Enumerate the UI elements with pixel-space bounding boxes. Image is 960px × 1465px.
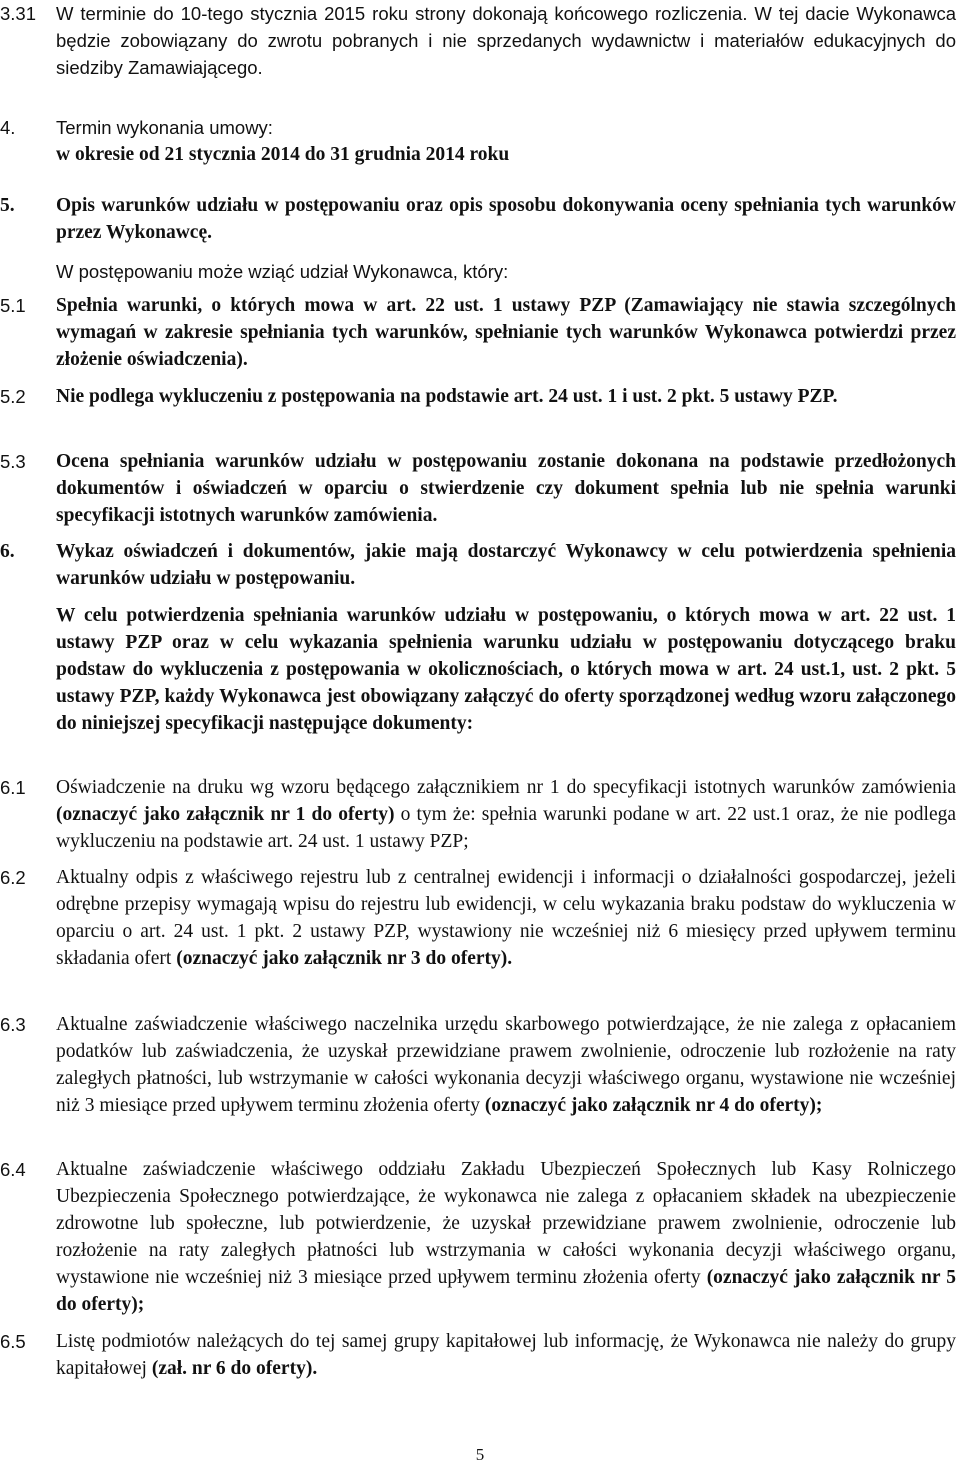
section-text-bold: Ocena spełniania warunków udziału w postępowaniu zostanie dokonana na podstawie przedłożonych dokumentów i oświadczeń w oparciu o stwierdzenie czy dokument spełnia lub nie spełnia warunki specyfikacji istotnych warunków zamówienia. xyxy=(56,451,956,526)
section-title: Termin wykonania umowy: xyxy=(56,117,273,138)
section-text xyxy=(56,1156,956,1318)
section-text: W terminie do 10-tego stycznia 2015 roku strony dokonają końcowego rozliczenia. W tej dacie Wykonawca będzie zobowiązany do zwrotu pobranych i nie sprzedanych wydawnictw i materiałów edukacyjnych do siedziby Zamawiającego. xyxy=(56,3,956,78)
section-number: 6. xyxy=(0,541,15,562)
term-bold: w okresie od 21 stycznia 2014 do 31 grudnia 2014 roku xyxy=(56,144,510,165)
section-5 xyxy=(0,192,960,246)
section-text xyxy=(56,864,956,972)
text-part: o tym że: spełnia warunki podane w art. 22 ust.1 oraz, że nie podlega wykluczeniu na podstawie art. 24 ust. 1 ustawy PZP; xyxy=(56,804,957,852)
section-text-bold: Nie podlega wykluczeniu z postępowania na podstawie art. 24 ust. 1 i ust. 2 pkt. 5 ustawy PZP. xyxy=(56,386,838,407)
section-title-bold: Wykaz oświadczeń i dokumentów, jakie mają dostarczyć Wykonawcy w celu potwierdzenia spełnienia warunków udziału w postępowaniu. xyxy=(56,541,956,589)
section-5-1 xyxy=(0,292,960,373)
section-number: 3.31 xyxy=(0,3,37,24)
section-title-bold: Opis warunków udziału w postępowaniu oraz opis sposobu dokonywania oceny spełniania tych warunków przez Wykonawcę. xyxy=(56,195,956,243)
attachment-note: (oznaczyć jako załącznik nr 1 do oferty) xyxy=(56,804,395,825)
section-4-term xyxy=(0,141,960,168)
section-text xyxy=(56,448,956,529)
attachment-note: (zał. nr 6 do oferty). xyxy=(151,1358,318,1379)
section-text xyxy=(56,141,956,168)
section-5-3 xyxy=(0,448,960,529)
section-title xyxy=(56,538,956,592)
section-number: 6.2 xyxy=(0,867,26,888)
section-text xyxy=(56,774,956,855)
attachment-note: (oznaczyć jako załącznik nr 3 do oferty). xyxy=(176,948,513,969)
section-6-5 xyxy=(0,1328,960,1382)
section-text xyxy=(56,292,956,373)
section-number: 6.3 xyxy=(0,1014,26,1035)
section-text xyxy=(56,1011,956,1119)
attachment-note: (oznaczyć jako załącznik nr 4 do oferty); xyxy=(484,1095,823,1116)
section-6-2 xyxy=(0,864,960,972)
section-number: 6.1 xyxy=(0,777,26,798)
text-part: Aktualne zaświadczenie właściwego naczelnika urzędu skarbowego potwierdzające, że nie zalega z opłacaniem podatków lub zaświadczenia, że uzyskał przewidziane prawem zwolnienie, odroczenie lub rozłożenie na raty zaległych płatności, lub wstrzymanie w całości wykonania decyzji właściwego organu, wystawione nie wcześniej niż 3 miesiące przed upływem terminu złożenia oferty xyxy=(56,1014,956,1116)
section-5-2 xyxy=(0,383,960,410)
section-intro-bold: W celu potwierdzenia spełniania warunków udziału w postępowaniu, o których mowa w art. 22 ust. 1 ustawy PZP oraz w celu wykazania spełnienia warunku udziału w postępowaniu dotyczącego braku podstaw do wykluczenia z postępowania w okolicznościach, o których mowa w art. 24 ust.1, ust. 2 pkt. 5 ustawy PZP, każdy Wykonawca jest obowiązany załączyć do oferty sporządzonej według wzoru załączonego do niniejszej specyfikacji następujące dokumenty: xyxy=(56,605,956,734)
section-number: 4. xyxy=(0,117,16,138)
section-text xyxy=(56,1328,956,1382)
page-number: 5 xyxy=(475,1445,485,1464)
section-number: 5.2 xyxy=(0,386,26,407)
section-number: 5.1 xyxy=(0,295,26,316)
section-6 xyxy=(0,538,960,592)
section-intro: W postępowaniu może wziąć udział Wykonawca, który: xyxy=(56,261,509,282)
section-6-4 xyxy=(0,1156,960,1318)
section-3-31 xyxy=(0,0,960,81)
text-part: Aktualny odpis z właściwego rejestru lub z centralnej ewidencji i informacji o działalności gospodarczej, jeżeli odrębne przepisy wymagają wpisu do rejestru lub ewidencji, w celu wykazania braku podstaw do wykluczenia w oparciu o art. 24 ust. 1 pkt. 2 ustawy PZP, wystawiony nie wcześniej niż 6 miesięcy przed upływem terminu składania ofert xyxy=(56,867,956,969)
section-5-intro xyxy=(0,258,960,285)
section-title xyxy=(56,192,956,246)
section-6-1 xyxy=(0,774,960,855)
text-part: Listę podmiotów należących do tej samej grupy kapitałowej lub informację, że Wykonawca nie należy do grupy kapitałowej xyxy=(56,1331,956,1379)
section-6-3 xyxy=(0,1011,960,1119)
attachment-note: (oznaczyć jako załącznik nr 5 do oferty); xyxy=(56,1267,956,1315)
section-intro xyxy=(56,602,956,737)
section-text xyxy=(56,383,956,410)
section-number: 5.3 xyxy=(0,451,26,472)
section-text-bold: Spełnia warunki, o których mowa w art. 22 ust. 1 ustawy PZP (Zamawiający nie stawia szczególnych wymagań w zakresie spełniania tych warunków, spełnianie tych warunków Wykonawca potwierdzi przez złożenie oświadczenia). xyxy=(56,295,956,370)
section-4 xyxy=(0,114,960,141)
text-part: Aktualne zaświadczenie właściwego oddziału Zakładu Ubezpieczeń Społecznych lub Kasy Rolniczego Ubezpieczenia Społecznego potwierdzające, że wykonawca nie zalega z opłacaniem składek na ubezpieczenie zdrowotne lub społeczne, lub potwierdzenie, że uzyskał przewidziane prawem zwolnienie, odroczenie lub rozłożenie na raty zaległych płatności lub wstrzymania w całości wykonania decyzji właściwego organu, wystawione nie wcześniej niż 3 miesiące przed upływem terminu złożenia oferty xyxy=(56,1159,956,1288)
section-6-intro xyxy=(0,602,960,737)
section-number: 6.5 xyxy=(0,1331,26,1352)
text-part: Oświadczenie na druku wg wzoru będącego załącznikiem nr 1 do specyfikacji istotnych warunków zamówienia xyxy=(56,777,956,798)
section-number: 6.4 xyxy=(0,1159,26,1180)
section-number: 5. xyxy=(0,195,15,216)
